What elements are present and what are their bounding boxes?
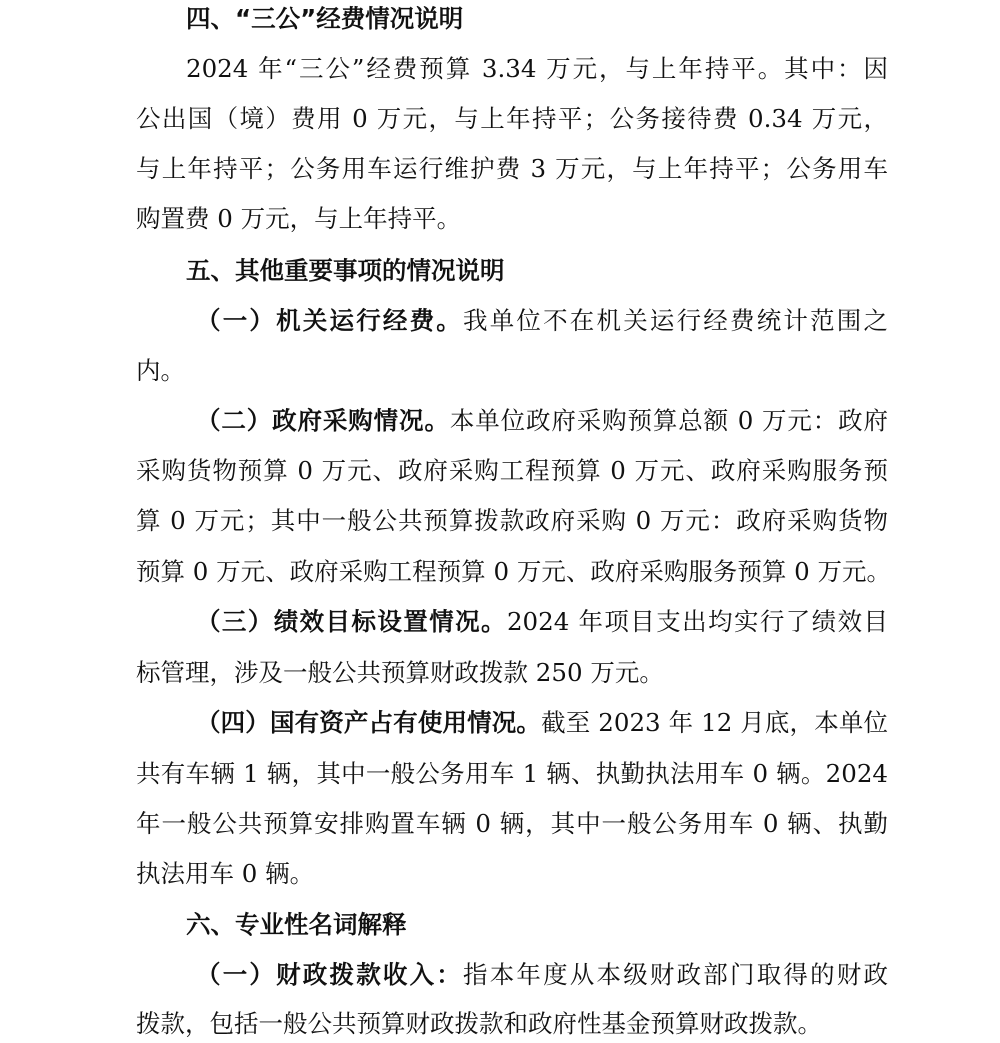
paragraph-text: 本单位政府采购预算总额 0 万元：政府	[449, 406, 888, 435]
paragraph-line: 标管理，涉及一般公共预算财政拨款 250 万元。	[136, 658, 664, 687]
paragraph-text: 指本年度从本级财政部门取得的财政	[463, 960, 888, 989]
paragraph-line: 共有车辆 1 辆，其中一般公务用车 1 辆、执勤执法用车 0 辆。2024	[136, 759, 888, 788]
paragraph-lead: （一）财政拨款收入：	[196, 960, 463, 989]
paragraph-lead: （一）机关运行经费。	[196, 306, 463, 335]
paragraph-line: 与上年持平；公务用车运行维护费 3 万元，与上年持平；公务用车	[136, 154, 888, 183]
paragraph-line: 算 0 万元；其中一般公共预算拨款政府采购 0 万元：政府采购货物	[136, 506, 888, 535]
paragraph-line: 购置费 0 万元，与上年持平。	[136, 204, 462, 233]
paragraph-first-line	[196, 304, 888, 338]
paragraph-line: 年一般公共预算安排购置车辆 0 辆，其中一般公务用车 0 辆、执勤	[136, 809, 888, 838]
paragraph-text: 我单位不在机关运行经费统计范围之	[463, 306, 888, 335]
paragraph-lead: （四）国有资产占有使用情况。	[196, 708, 542, 737]
section-heading-6: 六、专业性名词解释	[186, 910, 407, 939]
section-heading-5: 五、其他重要事项的情况说明	[186, 256, 505, 285]
paragraph-lead: （三）绩效目标设置情况。	[196, 607, 507, 636]
paragraph-lead: （二）政府采购情况。	[196, 406, 450, 435]
paragraph-first-line	[196, 706, 888, 740]
paragraph-first-line	[196, 404, 888, 438]
section-heading-4: 四、“三公”经费情况说明	[186, 4, 464, 33]
paragraph-text: 截至 2023 年 12 月底，本单位	[541, 708, 888, 737]
paragraph-text: 2024 年项目支出均实行了绩效目	[506, 607, 889, 636]
paragraph-first-line	[196, 958, 888, 992]
paragraph-line: 2024 年“三公”经费预算 3.34 万元，与上年持平。其中：因	[186, 54, 888, 83]
paragraph-line: 拨款，包括一般公共预算财政拨款和政府性基金预算财政拨款。	[136, 1009, 822, 1038]
paragraph-line: 采购货物预算 0 万元、政府采购工程预算 0 万元、政府采购服务预	[136, 456, 888, 485]
paragraph-line: 执法用车 0 辆。	[136, 859, 315, 888]
paragraph-line: 内。	[136, 356, 185, 385]
paragraph-first-line	[196, 605, 888, 639]
paragraph-line: 预算 0 万元、政府采购工程预算 0 万元、政府采购服务预算 0 万元。	[136, 557, 891, 586]
paragraph-line: 公出国（境）费用 0 万元，与上年持平；公务接待费 0.34 万元，	[136, 104, 888, 133]
